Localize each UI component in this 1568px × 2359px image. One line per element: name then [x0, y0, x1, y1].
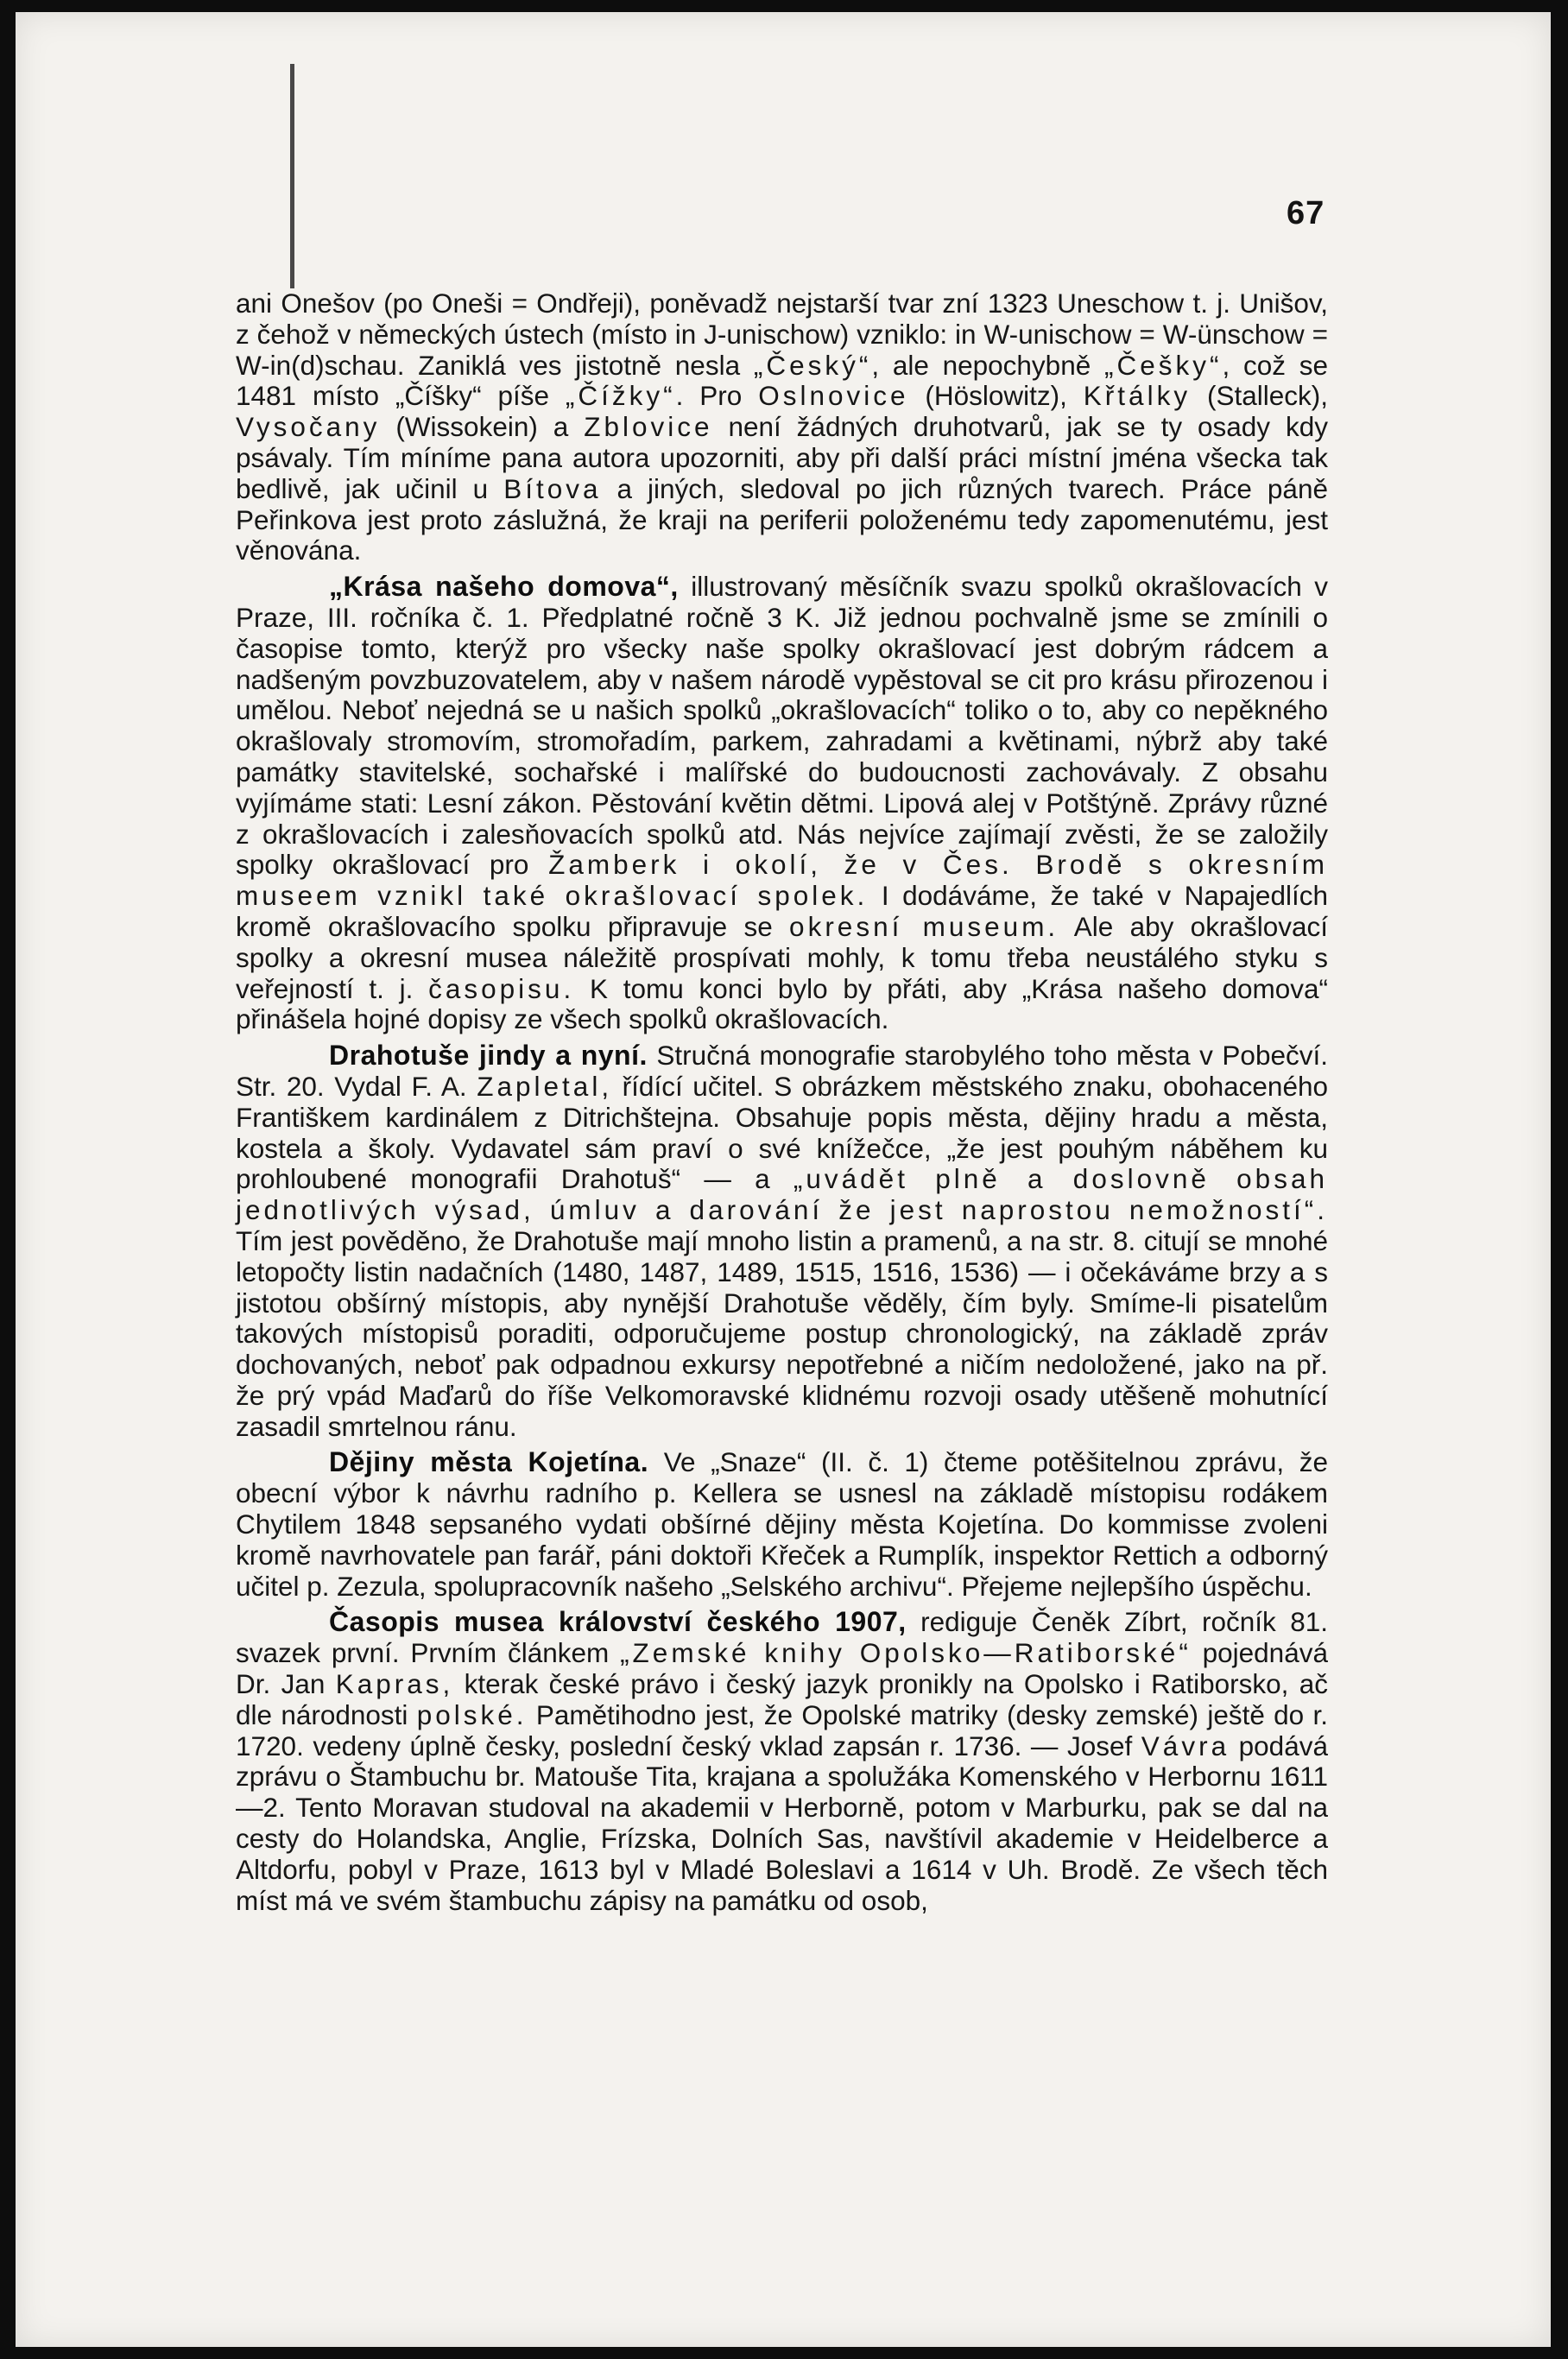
paragraph-dejiny-kojetina — [236, 1447, 1328, 1602]
spaced-emphasis-text: polské. — [416, 1698, 528, 1730]
paragraph-onesov — [236, 288, 1328, 566]
spaced-emphasis-text: Zapletal, — [477, 1070, 613, 1102]
body-text-run: podává zprávu o Štambuchu br. Matouše Tita, krajana a spolužáka Komenského v Herbornu 1611—2. Tento Moravan studoval na akademii v Herborně, potom v Marburku, pak se dal na cesty do Holandska, Anglie, Frízska, Dolních Sas, navštívil akademie v Heidelberce a Altdorfu, pobyl v Praze, 1613 byl v Mladé Boleslavi a 1614 v Uh. Brodě. Ze všech těch míst má ve svém štambuchu zápisy na památku od osob, — [236, 1730, 1328, 1916]
body-text-run: Pamětihodno jest, že Opolské matriky (desky zemské) ještě do r. 1720. vedeny úplně česky, poslední český vklad zapsán r. 1736. — Josef — [236, 1698, 1328, 1761]
spaced-emphasis-text: Vávra — [1141, 1730, 1230, 1761]
body-text-run: Stručná monografie starobylého toho města v Pobečví. Str. 20. Vydal F. A. — [236, 1040, 1328, 1102]
spaced-emphasis-text: Křtálky — [1083, 380, 1192, 412]
spaced-emphasis-text: „Český“ — [753, 349, 872, 381]
paragraph-drahotuse — [236, 1040, 1328, 1442]
section-heading: Dějiny města Kojetína. — [329, 1446, 649, 1478]
body-text-run: Ale aby okrašlovací spolky a okresní musea náležitě prospívati mohly, k tomu třeba neustálého styku s veřejností t. j. — [236, 910, 1328, 1004]
body-text-run: (Wissokein) a — [380, 411, 585, 443]
body-text-run: K tomu konci bylo by přáti, aby „Krása našeho domova“ přinášela hojné dopisy ze všech spolků okrašlovacích. — [236, 972, 1328, 1035]
spaced-emphasis-text: Vysočany — [236, 411, 381, 443]
body-text-run: (Höslowitz), — [908, 380, 1084, 412]
body-text-run: ani Onešov (po Oneši = Ondřeji), poněvadž nejstarší tvar zní 1323 Uneschow t. j. Unišov, z čehož v německých ústech (místo in J-unischow) vzniklo: in W-unischow = W-ünschow = W-in(d)schau. Zaniklá ves jistotně nesla — [236, 288, 1328, 381]
section-heading: „Krása našeho domova“, — [329, 571, 679, 603]
body-text-run: . Pro — [675, 380, 759, 412]
body-text-run: kterak české právo i český jazyk pronikly na Opolsko i Ratiborsko, ač dle národnosti — [236, 1668, 1328, 1730]
section-heading: Časopis musea království českého 1907, — [329, 1606, 907, 1638]
scanned-page — [16, 12, 1551, 2347]
body-text-run: a jiných, sledoval po jich různých tvarech. Práce páně Peřinkova jest proto záslužná, že kraji na periferii položenému tedy zapomenutému, jest věnována. — [236, 472, 1328, 566]
body-text-run: Ve „Snaze“ (II. č. 1) čteme potěšitelnou zprávu, že obecní výbor k návrhu radního p. Kellera se usnesl na základě místopisu rodákem Chytilem 1848 sepsaného vydati obšírné dějiny města Kojetína. Do kommisse zvoleni kromě navrhovatele pan farář, páni doktoři Křeček a Rumplík, inspektor Rettich a odborný učitel p. Zezula, spolupracovník našeho „Selského archivu“. Přejeme nejlepšího úspěchu. — [236, 1446, 1329, 1602]
spaced-emphasis-text: „Zemské knihy Opolsko—Ratiborské“ — [620, 1637, 1192, 1669]
body-text-run: pojednává Dr. Jan — [236, 1637, 1328, 1700]
spaced-emphasis-text: Oslnovice — [758, 380, 909, 412]
spaced-emphasis-text: Kapras, — [335, 1668, 454, 1700]
spaced-emphasis-text: Bítova — [503, 472, 602, 504]
paragraph-krasa-naseho-domova — [236, 572, 1328, 1035]
body-text — [236, 288, 1328, 1916]
body-text-run: , ale nepochybně — [871, 349, 1104, 381]
paragraph-casopis-musea — [236, 1607, 1328, 1916]
page-number: 67 — [1287, 195, 1325, 231]
spaced-emphasis-text: Zblovice — [584, 411, 713, 443]
section-heading: Drahotuše jindy a nyní. — [329, 1040, 648, 1072]
spaced-emphasis-text: okresní museum. — [789, 910, 1059, 942]
body-text-run: illustrovaný měsíčník svazu spolků okrašlovacích v Praze, III. ročníka č. 1. Předplatné ročně 3 K. Již jednou pochvalně jsme se zmínili o časopise tomto, kterýž pro všecky naše spolky okrašlovací jest dobrým rádcem a nadšeným povzbuzovatelem, aby v našem národě vypěstoval se cit pro krásu přirozenou i umělou. Neboť nejedná se u našich spolků „okrašlovacích“ toliko o to, aby co nepěkného okrašlovaly stromovím, stromořadím, parkem, zahradami a květinami, nýbrž aby také památky stavitelské, sochařské i malířské do budoucnosti zachovávaly. Z obsahu vyjímáme stati: Lesní zákon. Pěstování květin dětmi. Lipová alej v Potštýně. Zprávy různé z okrašlovacích i zalesňovacích spolků atd. Nás nejvíce zajímají zvěsti, že se založily spolky okrašlovací pro — [236, 571, 1328, 881]
body-text-run: rediguje Čeněk Zíbrt, ročník 81. svazek první. Prvním článkem — [236, 1606, 1329, 1669]
body-text-run: , což se 1481 místo „Číšky“ píše — [236, 349, 1328, 412]
spaced-emphasis-text: „Čížky“ — [565, 380, 676, 412]
spaced-emphasis-text: „uvádět plně a doslovně obsah jednotlivých výsad, úmluv a darování že jest naprostou nemožností“. — [236, 1163, 1328, 1226]
spaced-emphasis-text: Žamberk i okolí, že v Čes. Brodě s okresním museem vznikl také okrašlovací spolek. — [236, 849, 1328, 912]
body-text-run: řídící učitel. S obrázkem městského znaku, obohaceného Františkem kardinálem z Ditrichštejna. Obsahuje popis města, dějiny hradu a města, kostela a školy. Vydavatel sám praví o své knížečce, „že jest pouhým náběhem ku prohloubené monografii Drahotuš“ — a — [236, 1070, 1328, 1195]
binding-margin-line — [290, 64, 294, 288]
spaced-emphasis-text: časopisu. — [428, 972, 575, 1004]
spaced-emphasis-text: „Češky“ — [1103, 349, 1223, 381]
body-text-run: Tím jest pověděno, že Drahotuše mají mnoho listin a pramenů, a na str. 8. citují se mnohé letopočty listin nadačních (1480, 1487, 1489, 1515, 1516, 1536) — i očekáváme brzy a s jistotou obšírný místopis, aby nynější Drahotuše věděly, čím byly. Smíme-li pisatelům takových místopisů poraditi, odporučujeme postup chronologický, na základě zpráv dochovaných, neboť pak odpadnou exkursy nepotřebné a ničím nedoložené, jako na př. že prý vpád Maďarů do říše Velkomoravské klidnému rozvoji osady utěšeně mohutnící zasadil smrtelnou ránu. — [236, 1224, 1328, 1442]
body-text-run: není žádných druhotvarů, jak se ty osady kdy psávaly. Tím míníme pana autora upozorniti, aby při další práci místní jména všecka tak bedlivě, jak učinil u — [236, 411, 1328, 504]
body-text-run: I dodáváme, že také v Napajedlích kromě okrašlovacího spolku připravuje se — [236, 880, 1328, 942]
body-text-run: (Stalleck), — [1191, 380, 1328, 412]
